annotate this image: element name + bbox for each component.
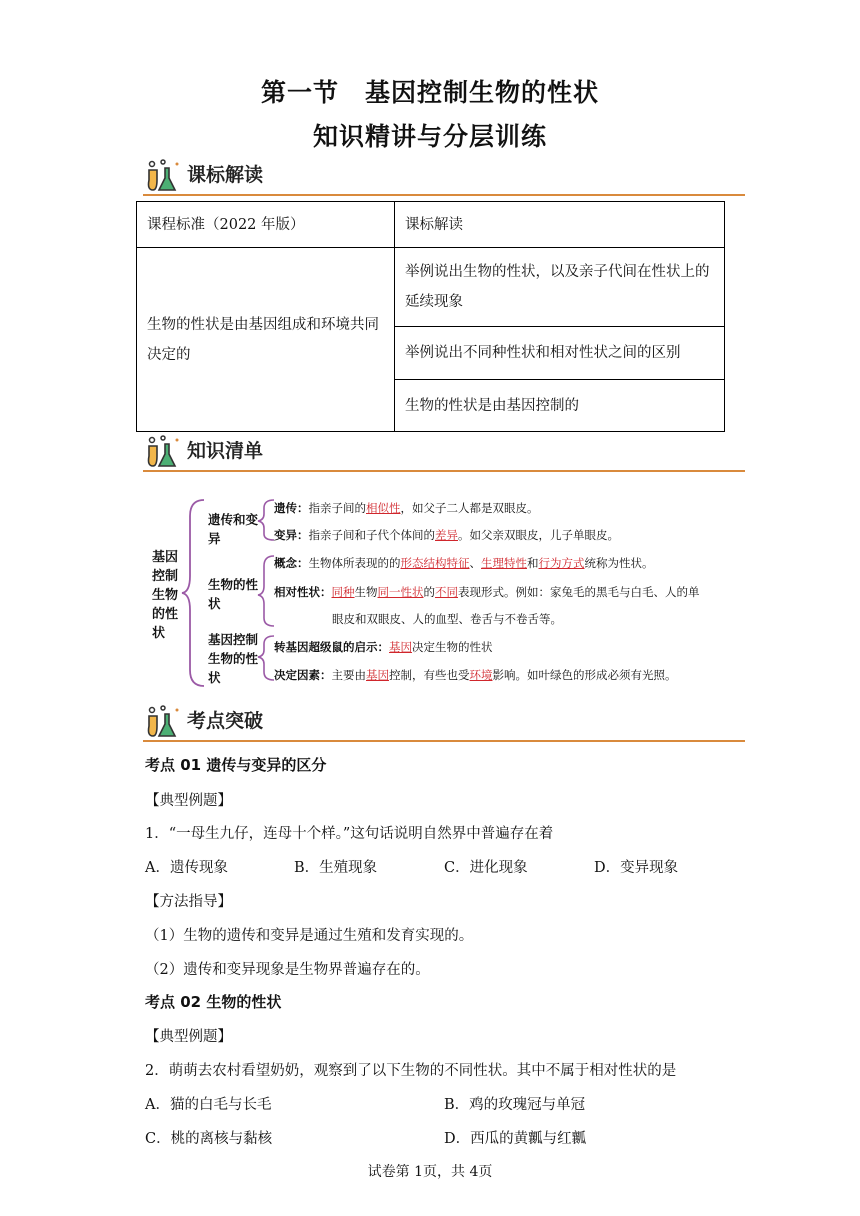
mindmap-item-relative-traits-cont: 眼皮和双眼皮、人的血型、卷舌与不卷舌等。 xyxy=(332,612,562,626)
question-2: 2．萌萌去农村看望奶奶，观察到了以下生物的不同性状。其中不属于相对性状的是 xyxy=(145,1063,677,1079)
option-b: B．鸡的玫瑰冠与单冠 xyxy=(444,1097,586,1113)
mindmap-branch-heredity: 遗传和变异 xyxy=(208,512,259,546)
kaodian-02-title: 考点 02 生物的性状 xyxy=(145,993,282,1011)
section-header-knowledge xyxy=(143,434,745,472)
section-header-breakthrough xyxy=(143,704,745,742)
section-title: 知识清单 xyxy=(187,440,264,462)
mindmap-branch-gene-control: 基因控制生物的性状 xyxy=(208,632,259,685)
method-tag: 【方法指导】 xyxy=(145,894,232,910)
option-b: B．生殖现象 xyxy=(294,860,378,876)
example-tag: 【典型例题】 xyxy=(145,1029,232,1045)
table-header-standard: 课程标准（2022 年版） xyxy=(137,202,395,248)
section-divider xyxy=(143,740,745,742)
section-title: 考点突破 xyxy=(187,710,264,732)
example-tag: 【典型例题】 xyxy=(145,793,232,809)
table-cell-interpretation: 生物的性状是由基因控制的 xyxy=(395,380,725,432)
option-a: A．猫的白毛与长毛 xyxy=(145,1097,272,1113)
kaodian-01-title: 考点 01 遗传与变异的区分 xyxy=(145,756,327,774)
option-d: D．西瓜的黄瓤与红瓤 xyxy=(444,1131,587,1147)
section-header-standards xyxy=(143,158,745,196)
mindmap-root: 基因控制生物的性状 xyxy=(152,550,179,641)
option-c: C．桃的离核与黏核 xyxy=(145,1131,273,1147)
page-title: 第一节 基因控制生物的性状 xyxy=(260,78,599,107)
option-c: C．进化现象 xyxy=(444,860,528,876)
method-item: （2）遗传和变异现象是生物界普遍存在的。 xyxy=(145,962,430,978)
mindmap-item-relative-traits: 相对性状：同种生物同一性状的不同表现形式。例如：家兔毛的黑毛与白毛、人的单 xyxy=(274,585,700,599)
section-title: 课标解读 xyxy=(187,164,264,186)
mindmap-item-heredity: 遗传：指亲子间的相似性，如父子二人都是双眼皮。 xyxy=(274,501,539,515)
mindmap-item-concept: 概念：生物体所表现的的形态结构特征、生理特性和行为方式统称为性状。 xyxy=(274,556,654,570)
question-1: 1．“一母生九仔，连母十个样。”这句话说明自然界中普遍存在着 xyxy=(145,826,554,842)
flask-icon xyxy=(143,158,183,194)
table-header-interpretation: 课标解读 xyxy=(395,202,725,248)
flask-icon xyxy=(143,704,183,740)
mindmap-branch-traits: 生物的性状 xyxy=(208,577,259,611)
table-cell-interpretation: 举例说出不同种性状和相对性状之间的区别 xyxy=(395,327,725,380)
mindmap-item-factors: 决定因素：主要由基因控制，有些也受环境影响。如叶绿色的形成必须有光照。 xyxy=(274,668,677,682)
page-subtitle: 知识精讲与分层训练 xyxy=(312,122,547,151)
standards-table xyxy=(136,201,725,432)
option-a: A．遗传现象 xyxy=(145,860,228,876)
section-divider xyxy=(143,194,745,196)
page-footer: 试卷第 1页，共 4页 xyxy=(367,1164,493,1180)
table-cell-interpretation: 举例说出生物的性状，以及亲子代间在性状上的延续现象 xyxy=(395,248,725,327)
table-cell-standard: 生物的性状是由基因组成和环境共同决定的 xyxy=(137,248,395,432)
option-d: D．变异现象 xyxy=(594,860,679,876)
section-divider xyxy=(143,470,745,472)
flask-icon xyxy=(143,434,183,470)
mindmap-item-transgenic: 转基因超级鼠的启示：基因决定生物的性状 xyxy=(274,640,493,654)
method-item: （1）生物的遗传和变异是通过生殖和发育实现的。 xyxy=(145,928,474,944)
mindmap-item-variation: 变异：指亲子间和子代个体间的差异。如父亲双眼皮，儿子单眼皮。 xyxy=(274,528,619,542)
